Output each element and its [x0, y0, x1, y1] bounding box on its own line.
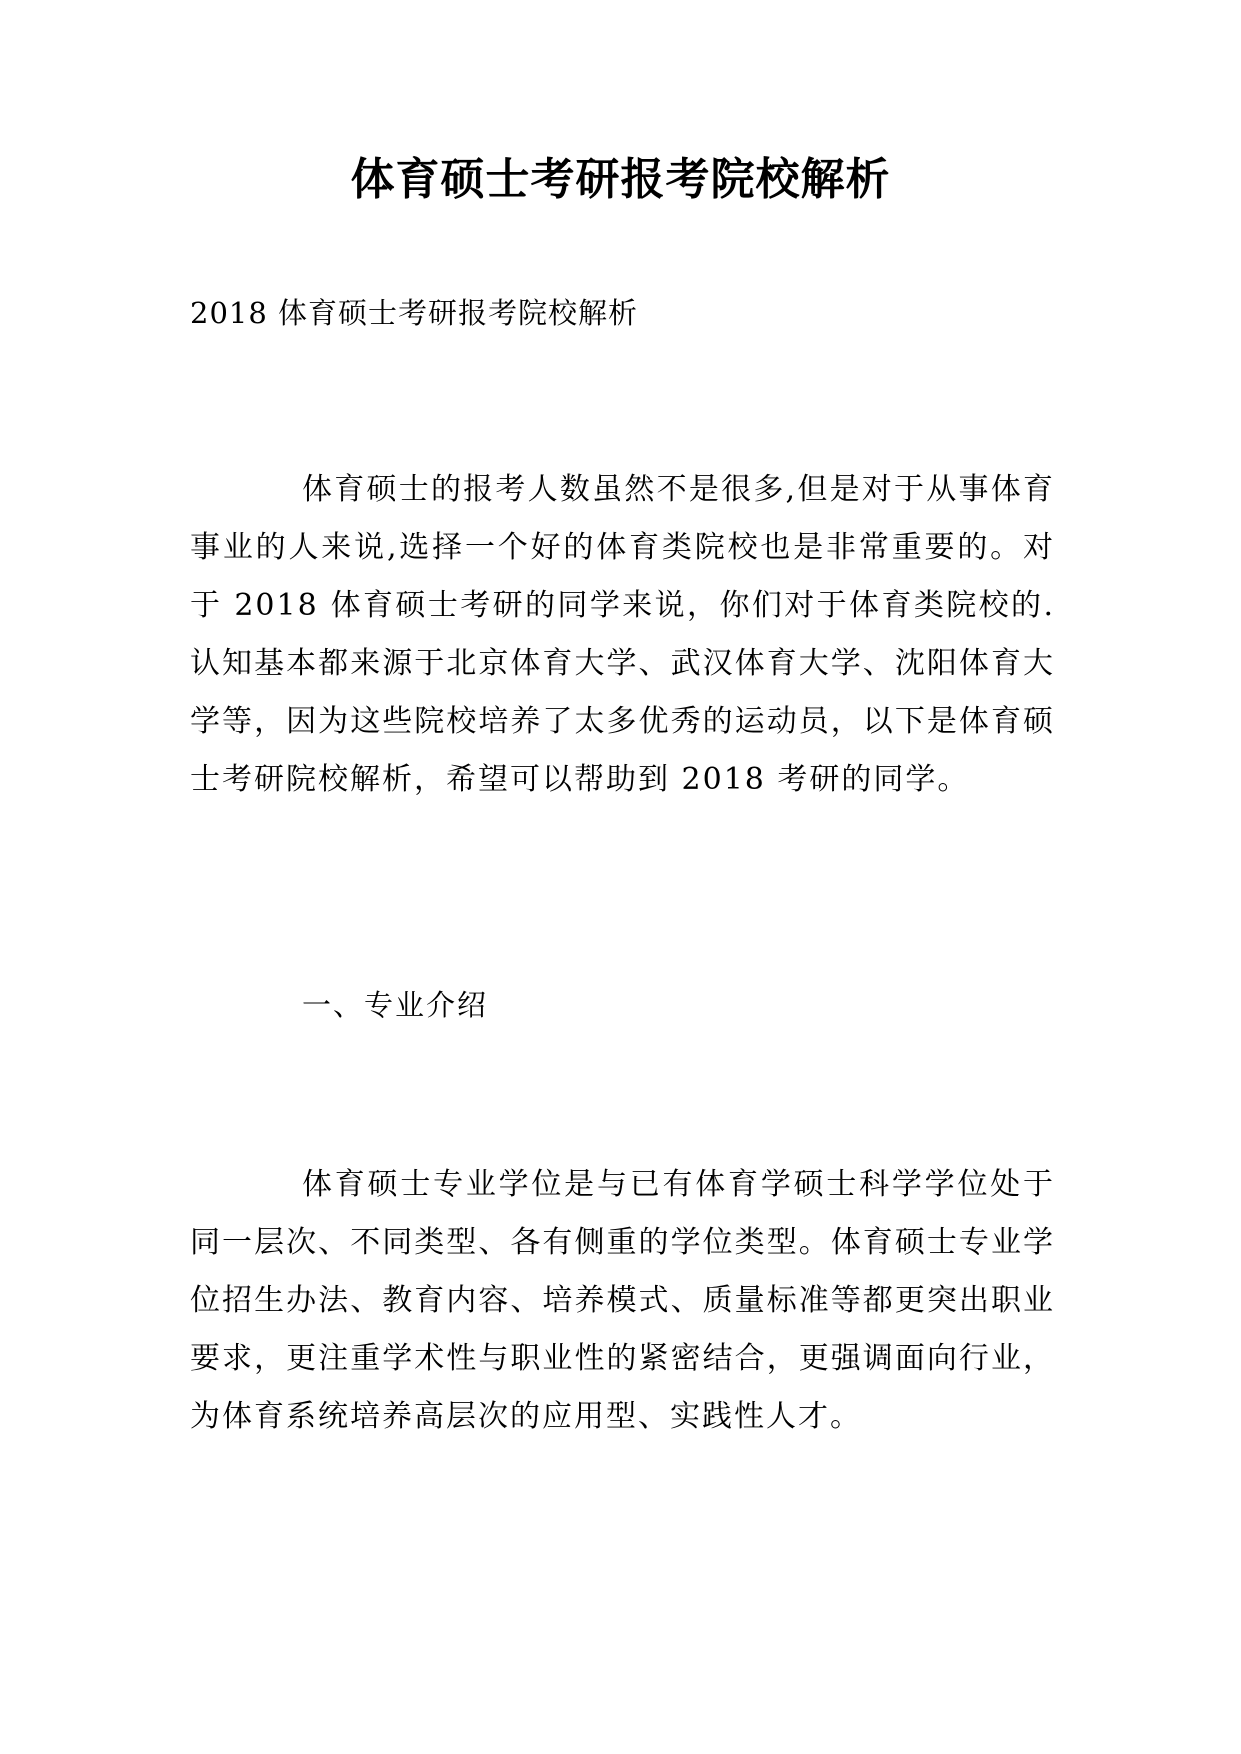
document-title: 体育硕士考研报考院校解析 — [350, 154, 891, 205]
intro-paragraph: 体育硕士的报考人数虽然不是很多,但是对于从事体育事业的人来说,选择一个好的体育类院校也是非常重要的。对于 2018 体育硕士考研的同学来说，你们对于体育类院校的.认知基本都来源于北京体育大学、武汉体育大学、沈阳体育大学等，因为这些院校培养了太多优秀的运动员，以下是体育硕士考研院校解析，希望可以帮助到 2018 考研的同学。 — [190, 472, 1055, 797]
section-paragraph: 体育硕士专业学位是与已有体育学硕士科学学位处于同一层次、不同类型、各有侧重的学位类型。体育硕士专业学位招生办法、教育内容、培养模式、质量标准等都更突出职业要求，更注重学术性与职业性的紧密结合，更强调面向行业，为体育系统培养高层次的应用型、实践性人才。 — [190, 1167, 1055, 1434]
section-heading: 一、专业介绍 — [302, 988, 489, 1022]
document-subtitle: 2018 体育硕士考研报考院校解析 — [190, 296, 639, 330]
